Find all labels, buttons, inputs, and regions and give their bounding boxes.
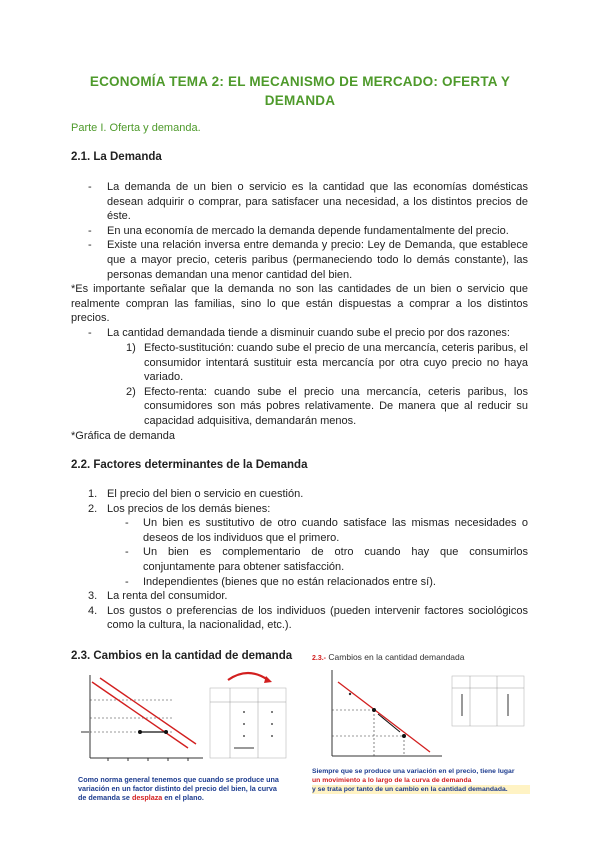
demand-curve-shifted — [100, 678, 196, 744]
section-2-1-heading: 2.1. La Demanda — [71, 151, 162, 163]
shift-arrow-curve — [228, 673, 268, 680]
point-a — [138, 730, 142, 734]
movement-arrow — [378, 714, 400, 732]
list-item: - La cantidad demandada tiende a disminuir cuando sube el precio por dos razones: — [88, 326, 528, 341]
title-line-2: DEMANDA — [264, 93, 336, 108]
quantity-change-graph — [312, 664, 530, 764]
item-number: 3. — [88, 590, 98, 603]
demand-shift-figure — [78, 670, 290, 800]
list-item: - Un bien es complementario de otro cuando hay que consumirlos conjuntamente para obtener satisfacción. — [125, 545, 528, 574]
section-2-3-heading: 2.3. Cambios en la cantidad de demanda — [71, 650, 293, 662]
reasons-list — [126, 341, 528, 429]
demand-bullets — [88, 180, 528, 282]
list-item: - En una economía de mercado la demanda depende fundamentalmente del precio. — [88, 224, 528, 239]
item-number: 1) — [126, 342, 136, 354]
figure-2-title — [312, 652, 530, 664]
important-note: *Es importante señalar que la demanda no son las cantidades de un bien o servicio que realmente compran las familias, sino lo que están dispuestas a comprar a los distintos precios. — [71, 283, 528, 325]
point-b — [402, 734, 406, 738]
list-item: - La demanda de un bien o servicio es la cantidad que las economías domésticas desean adquirir o comprar, para satisfacer una necesidad, a los distintos precios de éste. — [88, 180, 528, 224]
item-number: 2) — [126, 385, 136, 398]
section-2-2-heading: 2.2. Factores determinantes de la Demanda — [71, 459, 308, 471]
list-item: - Existe una relación inversa entre demanda y precio: Ley de Demanda, que establece que a mayor precio, ceteris paribus (permaneciendo todo lo demás constante), las personas demandan una menor cantidad del bien. — [88, 238, 528, 282]
caption-line: Como norma general tenemos que cuando se produce una — [78, 775, 279, 784]
caption-text: de demanda se — [78, 793, 132, 802]
item-text: El precio del bien o servicio en cuestión. — [107, 488, 304, 500]
list-item: - Independientes (bienes que no están relacionados entre sí). — [125, 575, 528, 590]
item-number: 2. — [88, 502, 98, 515]
caption-line: variación en un factor distinto del precio del bien, la curva — [78, 784, 277, 793]
demand-table — [452, 676, 524, 726]
caption-line: Siempre que se produce una variación en el precio, tiene lugar — [312, 768, 515, 775]
demand-curve-original — [92, 682, 188, 748]
demand-bullet-reasons — [88, 326, 528, 341]
item-text: Los gustos o preferencias de los individuos (pueden intervenir factores sociológicos como la cultura, la nacionalidad, etc.). — [107, 604, 528, 632]
caption-line — [78, 793, 290, 802]
figure-2-number: 2.3.- — [312, 655, 327, 662]
item-text: La renta del consumidor. — [107, 590, 228, 603]
item-number: 1. — [88, 488, 98, 500]
list-item: - Un bien es sustitutivo de otro cuando satisface las mismas necesidades o deseos de los individuos que el primero. — [125, 516, 528, 545]
goods-types-list — [125, 516, 528, 589]
figure-2-caption — [312, 767, 530, 794]
list-item — [88, 604, 528, 633]
document-title — [60, 72, 540, 110]
caption-line: un movimiento a lo largo de la curva de demanda — [312, 777, 472, 784]
demand-shift-graph — [78, 670, 290, 770]
caption-line: y se trata por tanto de un cambio en la cantidad demandada. — [312, 785, 530, 794]
title-line-1: ECONOMÍA TEMA 2: EL MECANISMO DE MERCADO: OFERTA Y — [89, 74, 511, 89]
factors-list — [88, 487, 528, 633]
demand-curve — [338, 682, 430, 752]
marker — [349, 693, 351, 695]
point-b — [164, 730, 168, 734]
item-text: Los precios de los demás bienes: — [107, 502, 271, 515]
list-item — [88, 487, 528, 502]
caption-text: en el plano. — [162, 793, 204, 802]
list-item — [88, 589, 528, 604]
item-text: Efecto-sustitución: cuando sube el precio de una mercancía, ceteris paribus, el consumidor intentará sustituir esta mercancía por otra cuyo precio no haya variado. — [144, 342, 528, 384]
point-a — [372, 708, 376, 712]
item-number: 4. — [88, 604, 98, 617]
figure-2-title-text: Cambios en la cantidad demandada — [328, 652, 465, 662]
part-heading: Parte I. Oferta y demanda. — [71, 122, 201, 134]
quantity-change-figure — [312, 652, 530, 802]
figure-1-caption — [78, 775, 290, 802]
item-text: Efecto-renta: cuando sube el precio una mercancía, ceteris paribus, los consumidores son más pobres relativamente. De manera que al reducir su capacidad adquisitiva, demandarán menos. — [144, 385, 528, 427]
caption-highlight: desplaza — [131, 793, 163, 802]
list-item — [88, 502, 528, 590]
list-item — [126, 385, 528, 429]
list-item — [126, 341, 528, 385]
chart-note: *Gráfica de demanda — [71, 430, 175, 442]
